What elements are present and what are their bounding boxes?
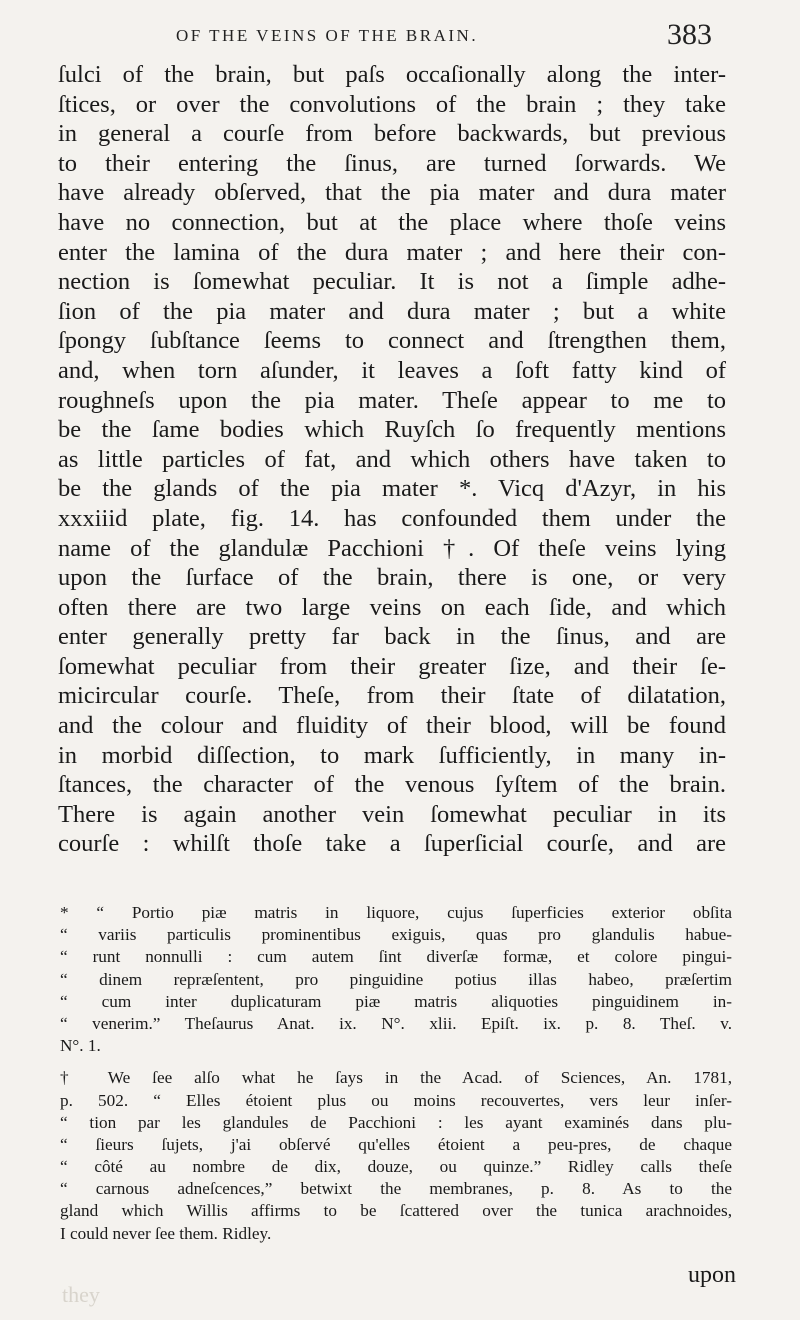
text-line: There is again another vein ſomewhat peculiar in its <box>58 800 726 828</box>
text-line: ſomewhat peculiar from their greater ſize, and their ſe- <box>58 652 726 680</box>
text-line: as little particles of fat, and which others have taken to <box>58 445 726 473</box>
footnote-line: N°. 1. <box>60 1036 101 1056</box>
footnote-line: “ ſieurs ſujets, j'ai obſervé qu'elles étoient a peu-pres, de chaque <box>60 1134 732 1154</box>
footnote-line: “ dinem repræſentent, pro pinguidine potius illas habeo, præſertim <box>60 969 732 989</box>
running-head: OF THE VEINS OF THE BRAIN. <box>176 26 479 45</box>
footnote-line: I could never ſee them. Ridley. <box>60 1223 272 1243</box>
text-line: ſulci of the brain, but paſs occaſionally along the inter- <box>58 61 726 88</box>
text-line: ſpongy ſubſtance ſeems to connect and ſtrengthen them, <box>58 327 726 355</box>
text-line: and the colour and fluidity of their blood, will be found <box>58 712 726 740</box>
bleed-through-text: they <box>62 1282 100 1307</box>
text-line: in morbid diſſection, to mark ſufficiently, in many in- <box>58 741 726 769</box>
page-header <box>176 18 756 58</box>
text-line: upon the ſurface of the brain, there is one, or very <box>58 564 726 592</box>
footnote-line: “ côté au nombre de dix, douze, ou quinze.” Ridley calls theſe <box>60 1157 732 1177</box>
footnote-line: * “ Portio piæ matris in liquore, cujus ſuperficies exterior obſita <box>60 903 732 922</box>
footnote-line: “ venerim.” Theſaurus Anat. ix. N°. xlii. Epiſt. ix. p. 8. Theſ. v. <box>60 1013 732 1033</box>
page-number: 383 <box>667 18 712 51</box>
text-line: enter the lamina of the dura mater ; and here their con- <box>58 238 726 266</box>
footnote-line: p. 502. “ Elles étoient plus ou moins recouvertes, vers leur inſer- <box>60 1090 732 1110</box>
footnote-line: “ tion par les glandules de Pacchioni : les ayant examinés dans plu- <box>60 1112 732 1132</box>
footnote-line: gland which Willis affirms to be ſcattered over the tunica arachnoides, <box>60 1201 732 1221</box>
text-line: nection is ſomewhat peculiar. It is not a ſimple adhe- <box>58 268 726 296</box>
footnote-line: “ runt nonnulli : cum autem ſint diverſæ formæ, et colore pingui- <box>60 947 732 967</box>
text-line: name of the glandulæ Pacchioni †. Of theſe veins lying <box>58 534 726 562</box>
footnote-line: “ variis particulis prominentibus exiguis, quas pro glandulis habue- <box>60 925 732 945</box>
text-line: ſion of the pia mater and dura mater ; but a white <box>58 297 726 325</box>
text-line: and, when torn aſunder, it leaves a ſoft fatty kind of <box>58 356 726 384</box>
text-line: in general a courſe from before backwards, but previous <box>58 120 726 148</box>
text-line: have no connection, but at the place where thoſe veins <box>58 208 726 236</box>
text-line: have already obſerved, that the pia mater and dura mater <box>58 179 726 207</box>
footnote-1 <box>60 902 732 1057</box>
text-line: enter generally pretty far back in the ſinus, and are <box>58 623 726 651</box>
text-line: ſtances, the character of the venous ſyſtem of the brain. <box>58 771 726 799</box>
catchword: upon <box>688 1262 736 1288</box>
text-line: often there are two large veins on each ſide, and which <box>58 593 726 621</box>
text-line: courſe : whilſt thoſe take a ſuperſicial courſe, and are <box>58 830 726 858</box>
footnote-line: “ cum inter duplicaturam piæ matris aliquoties pinguidinem in- <box>60 991 732 1011</box>
text-line: xxxiiid plate, fig. 14. has confounded them under the <box>58 504 726 532</box>
text-line: micircular courſe. Theſe, from their ſtate of dilatation, <box>58 682 726 710</box>
footnote-line: † We ſee alſo what he ſays in the Acad. of Sciences, An. 1781, <box>60 1068 732 1088</box>
footnote-2 <box>60 1067 732 1245</box>
text-line: to their entering the ſinus, are turned ſorwards. We <box>58 149 726 177</box>
footnotes <box>60 902 732 1245</box>
text-line: roughneſs upon the pia mater. Theſe appear to me to <box>58 386 726 414</box>
main-text <box>58 60 726 859</box>
text-line: be the glands of the pia mater *. Vicq d'Azyr, in his <box>58 475 726 503</box>
footnote-line: “ carnous adneſcences,” betwixt the membranes, p. 8. As to the <box>60 1179 732 1199</box>
text-line: ſtices, or over the convolutions of the brain ; they take <box>58 90 726 118</box>
text-line: be the ſame bodies which Ruyſch ſo frequently mentions <box>58 416 726 444</box>
